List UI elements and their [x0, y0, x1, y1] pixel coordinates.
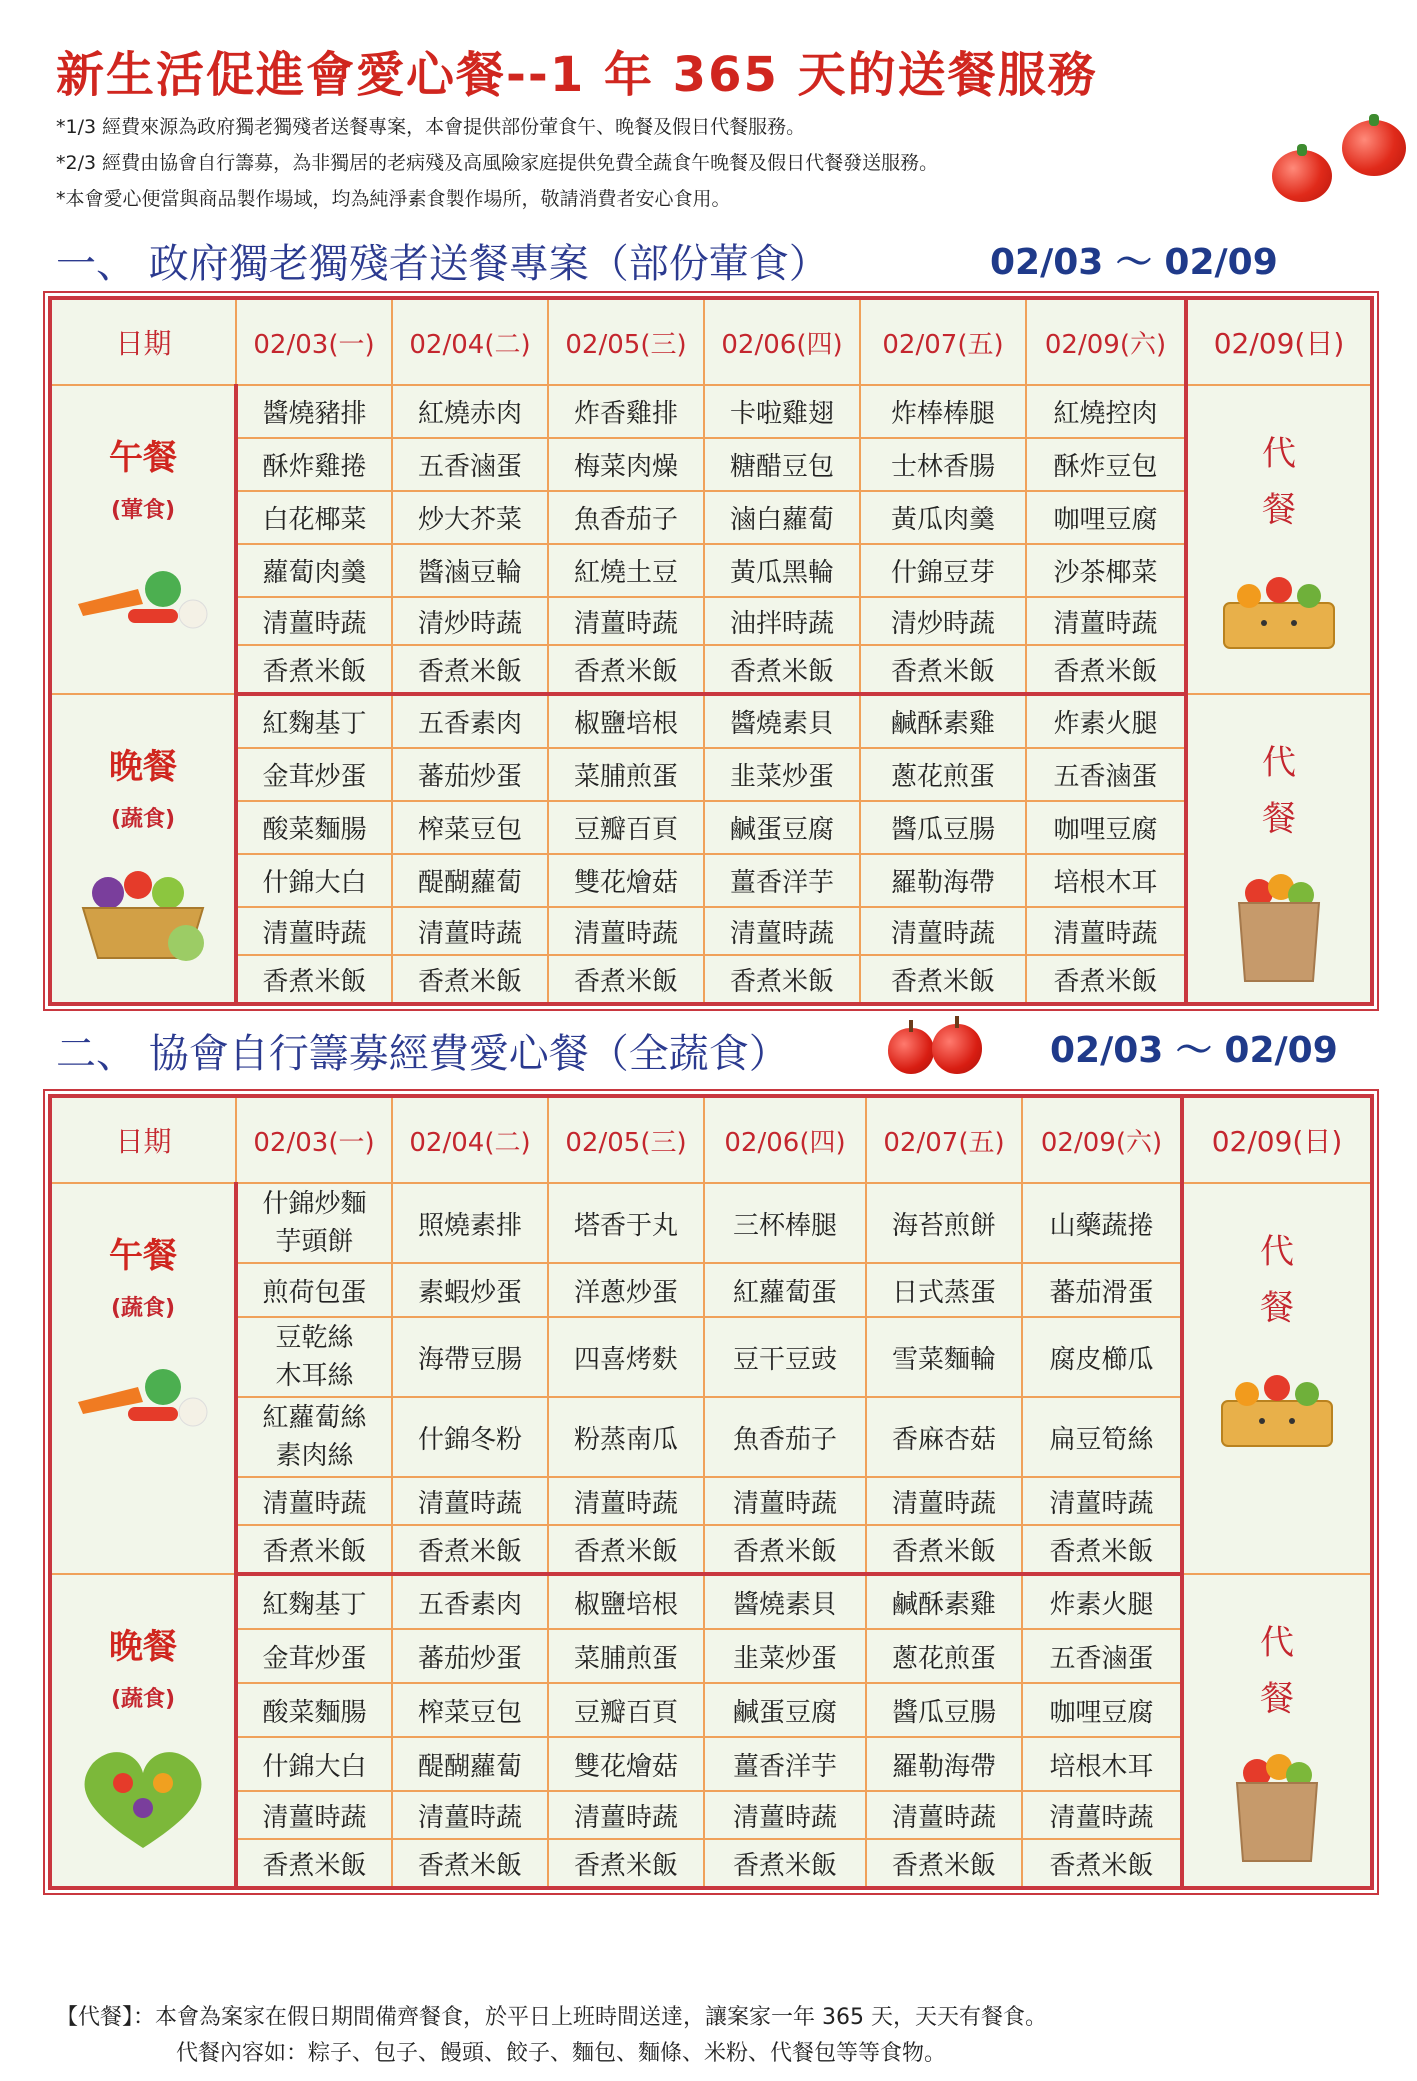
menu-item: 清薑時蔬	[236, 907, 392, 955]
header-day: 02/09(六)	[1026, 298, 1186, 385]
menu-item: 黃瓜肉羹	[860, 491, 1026, 544]
section1-date-range: 02/03 ～ 02/09	[990, 242, 1278, 283]
header-day: 02/03(一)	[236, 1096, 392, 1183]
menu-item: 香煮米飯	[860, 645, 1026, 694]
header-date-label: 日期	[50, 1096, 236, 1183]
grocery-bag-icon	[1219, 863, 1339, 983]
menu-item: 蕃茄炒蛋	[392, 748, 548, 801]
menu-item: 沙茶椰菜	[1026, 544, 1186, 597]
menu-item: 醬瓜豆腸	[866, 1683, 1022, 1737]
menu-item: 五香素肉	[392, 694, 548, 748]
menu-item: 香煮米飯	[236, 1839, 392, 1888]
menu-item: 油拌時蔬	[704, 597, 860, 645]
menu-item: 榨菜豆包	[392, 801, 548, 854]
substitute-meal-label: 代	[1260, 1232, 1294, 1272]
header-day: 02/06(四)	[704, 1096, 866, 1183]
header-day: 02/07(五)	[860, 298, 1026, 385]
substitute-meal-label: 餐	[1262, 490, 1296, 530]
menu-item: 清薑時蔬	[704, 1477, 866, 1525]
menu-item: 炸棒棒腿	[860, 385, 1026, 438]
menu-item: 香煮米飯	[866, 1839, 1022, 1888]
menu-item: 菜脯煎蛋	[548, 1629, 704, 1683]
footer-line-2: 代餐內容如：粽子、包子、饅頭、餃子、麵包、麵條、米粉、代餐包等等食物。	[176, 2041, 947, 2066]
menu-item: 清薑時蔬	[860, 907, 1026, 955]
menu-item: 三杯棒腿	[704, 1183, 866, 1263]
menu-item: 香煮米飯	[548, 645, 704, 694]
lunch-rows	[50, 385, 1372, 694]
menu-item: 紅燒控肉	[1026, 385, 1186, 438]
header-day: 02/04(二)	[392, 1096, 548, 1183]
menu-item: 香煮米飯	[704, 1839, 866, 1888]
menu-item: 酥炸雞捲	[236, 438, 392, 491]
menu-item: 黃瓜黑輪	[704, 544, 860, 597]
header-day: 02/05(三)	[548, 298, 704, 385]
menu-item: 清薑時蔬	[548, 907, 704, 955]
menu-item: 紅燒土豆	[548, 544, 704, 597]
tomato-icon	[1272, 150, 1332, 202]
lunch-title: 午餐	[109, 1236, 177, 1276]
header-day: 02/04(二)	[392, 298, 548, 385]
menu-item: 清薑時蔬	[866, 1791, 1022, 1839]
menu-item: 香煮米飯	[704, 955, 860, 1004]
menu-item: 醬滷豆輪	[392, 544, 548, 597]
menu-item: 香煮米飯	[1026, 955, 1186, 1004]
menu-item: 香麻杏菇	[866, 1397, 1022, 1477]
menu-item: 清薑時蔬	[1026, 907, 1186, 955]
menu-item: 紅蘿蔔蛋	[704, 1263, 866, 1317]
vegetables-icon	[68, 1352, 218, 1442]
menu-item: 清薑時蔬	[548, 1791, 704, 1839]
menu-item: 醍醐蘿蔔	[392, 854, 548, 907]
menu-item: 香煮米飯	[548, 1525, 704, 1574]
grocery-bag-icon	[1217, 1743, 1337, 1863]
menu-item: 香煮米飯	[392, 955, 548, 1004]
menu-item: 鹹酥素雞	[866, 1574, 1022, 1629]
lunch-title: 午餐	[109, 438, 177, 478]
dinner-substitute-meal-cell	[1186, 694, 1372, 1004]
dinner-substitute-meal-cell	[1182, 1574, 1372, 1888]
menu-item: 素蝦炒蛋	[392, 1263, 548, 1317]
menu-item: 香煮米飯	[1026, 645, 1186, 694]
vegetables-icon	[1202, 1366, 1352, 1456]
menu-item: 豆瓣百頁	[548, 801, 704, 854]
menu-item: 酸菜麵腸	[236, 1683, 392, 1737]
menu-item: 醬燒素貝	[704, 1574, 866, 1629]
menu-item: 香煮米飯	[860, 955, 1026, 1004]
menu-item: 什錦大白	[236, 1737, 392, 1791]
menu-item: 椒鹽培根	[548, 694, 704, 748]
section2-heading: 二、 協會自行籌募經費愛心餐（全蔬食）	[56, 1031, 789, 1077]
menu-item: 蔥花煎蛋	[866, 1629, 1022, 1683]
substitute-meal-label: 代	[1262, 743, 1296, 783]
menu-item: 醬燒豬排	[236, 385, 392, 438]
lunch-label-cell	[50, 1183, 236, 1574]
header-day: 02/05(三)	[548, 1096, 704, 1183]
menu-item: 香煮米飯	[548, 1839, 704, 1888]
section1-heading: 一、 政府獨老獨殘者送餐專案（部份葷食）	[56, 241, 829, 287]
veggie-basket-icon	[68, 863, 218, 953]
dinner-label-cell	[50, 694, 236, 1004]
menu-item: 咖哩豆腐	[1022, 1683, 1182, 1737]
menu-item: 醬瓜豆腸	[860, 801, 1026, 854]
menu-item: 咖哩豆腐	[1026, 801, 1186, 854]
menu-item: 酥炸豆包	[1026, 438, 1186, 491]
dinner-rows	[50, 694, 1372, 1004]
menu-item: 五香滷蛋	[1022, 1629, 1182, 1683]
menu-item: 什錦炒麵 芋頭餅	[236, 1183, 392, 1263]
menu-item: 炒大芥菜	[392, 491, 548, 544]
menu-table-section2	[48, 1094, 1374, 1890]
menu-item: 香煮米飯	[704, 645, 860, 694]
menu-item: 菜脯煎蛋	[548, 748, 704, 801]
menu-item: 海帶豆腸	[392, 1317, 548, 1397]
substitute-meal-label: 餐	[1260, 1679, 1294, 1719]
header-day: 02/09(六)	[1022, 1096, 1182, 1183]
footer-line-1: 【代餐】：本會為案家在假日期間備齊餐食，於平日上班時間送達，讓案家一年 365 天，天天有餐食。	[56, 2005, 1047, 2030]
page-title: 新生活促進會愛心餐--1 年 365 天的送餐服務	[56, 47, 1098, 103]
menu-item: 羅勒海帶	[860, 854, 1026, 907]
dinner-rows	[50, 1574, 1372, 1888]
header-date-label: 日期	[50, 298, 236, 385]
lunch-label-cell	[50, 385, 236, 694]
menu-item: 香煮米飯	[236, 955, 392, 1004]
menu-item: 煎荷包蛋	[236, 1263, 392, 1317]
dinner-title: 晚餐	[109, 747, 177, 787]
menu-item: 清薑時蔬	[236, 597, 392, 645]
menu-item: 香煮米飯	[236, 1525, 392, 1574]
menu-item: 清薑時蔬	[704, 1791, 866, 1839]
menu-item: 紅麴基丁	[236, 694, 392, 748]
vegetables-icon	[68, 554, 218, 644]
menu-item: 醍醐蘿蔔	[392, 1737, 548, 1791]
lunch-subtitle: (蔬食)	[110, 1296, 176, 1321]
note-line-3: *本會愛心便當與商品製作場域，均為純淨素食製作場所，敬請消費者安心食用。	[56, 188, 731, 210]
apple-icon	[888, 1028, 934, 1074]
header-holiday: 02/09(日)	[1182, 1096, 1372, 1183]
menu-item: 什錦豆芽	[860, 544, 1026, 597]
menu-item: 薑香洋芋	[704, 854, 860, 907]
lunch-substitute-meal-cell	[1182, 1183, 1372, 1574]
header-day: 02/07(五)	[866, 1096, 1022, 1183]
menu-item: 酸菜麵腸	[236, 801, 392, 854]
menu-item: 韭菜炒蛋	[704, 748, 860, 801]
tomato-icon	[1342, 120, 1406, 176]
menu-item: 清薑時蔬	[548, 1477, 704, 1525]
menu-item: 清薑時蔬	[548, 597, 704, 645]
menu-item: 紅燒赤肉	[392, 385, 548, 438]
menu-item: 紅麴基丁	[236, 1574, 392, 1629]
menu-item: 金茸炒蛋	[236, 1629, 392, 1683]
menu-item: 香煮米飯	[1022, 1839, 1182, 1888]
menu-item: 塔香于丸	[548, 1183, 704, 1263]
menu-item: 炸素火腿	[1026, 694, 1186, 748]
menu-item: 清炒時蔬	[392, 597, 548, 645]
menu-item: 五香滷蛋	[1026, 748, 1186, 801]
menu-item: 日式蒸蛋	[866, 1263, 1022, 1317]
menu-item: 滷白蘿蔔	[704, 491, 860, 544]
menu-item: 照燒素排	[392, 1183, 548, 1263]
menu-item: 清薑時蔬	[392, 907, 548, 955]
menu-item: 洋蔥炒蛋	[548, 1263, 704, 1317]
header-day: 02/06(四)	[704, 298, 860, 385]
menu-item: 培根木耳	[1022, 1737, 1182, 1791]
menu-item: 卡啦雞翅	[704, 385, 860, 438]
menu-item: 清薑時蔬	[236, 1791, 392, 1839]
menu-item: 薑香洋芋	[704, 1737, 866, 1791]
header-day: 02/03(一)	[236, 298, 392, 385]
menu-item: 五香滷蛋	[392, 438, 548, 491]
menu-item: 香煮米飯	[866, 1525, 1022, 1574]
menu-item: 四喜烤麩	[548, 1317, 704, 1397]
menu-item: 香煮米飯	[392, 1839, 548, 1888]
menu-item: 山藥蔬捲	[1022, 1183, 1182, 1263]
menu-item: 炸香雞排	[548, 385, 704, 438]
menu-item: 五香素肉	[392, 1574, 548, 1629]
menu-item: 韭菜炒蛋	[704, 1629, 866, 1683]
menu-item: 豆瓣百頁	[548, 1683, 704, 1737]
menu-item: 清炒時蔬	[860, 597, 1026, 645]
menu-item: 清薑時蔬	[1022, 1477, 1182, 1525]
menu-item: 清薑時蔬	[866, 1477, 1022, 1525]
menu-item: 白花椰菜	[236, 491, 392, 544]
menu-item: 什錦大白	[236, 854, 392, 907]
menu-item: 雪菜麵輪	[866, 1317, 1022, 1397]
menu-item: 醬燒素貝	[704, 694, 860, 748]
menu-item: 豆乾絲 木耳絲	[236, 1317, 392, 1397]
menu-item: 蕃茄滑蛋	[1022, 1263, 1182, 1317]
menu-item: 清薑時蔬	[1026, 597, 1186, 645]
menu-item: 扁豆筍絲	[1022, 1397, 1182, 1477]
menu-item: 培根木耳	[1026, 854, 1186, 907]
menu-item: 蕃茄炒蛋	[392, 1629, 548, 1683]
dinner-label-cell	[50, 1574, 236, 1888]
menu-item: 糖醋豆包	[704, 438, 860, 491]
menu-item: 腐皮櫛瓜	[1022, 1317, 1182, 1397]
menu-item: 清薑時蔬	[392, 1791, 548, 1839]
substitute-meal-label: 餐	[1260, 1288, 1294, 1328]
dinner-subtitle: (蔬食)	[110, 1687, 176, 1712]
menu-item: 雙花燴菇	[548, 1737, 704, 1791]
menu-item: 羅勒海帶	[866, 1737, 1022, 1791]
menu-item: 士林香腸	[860, 438, 1026, 491]
menu-item: 香煮米飯	[392, 1525, 548, 1574]
menu-item: 鹹蛋豆腐	[704, 1683, 866, 1737]
menu-table-section1	[48, 296, 1374, 1006]
menu-item: 粉蒸南瓜	[548, 1397, 704, 1477]
menu-item: 炸素火腿	[1022, 1574, 1182, 1629]
menu-item: 香煮米飯	[548, 955, 704, 1004]
menu-item: 魚香茄子	[548, 491, 704, 544]
menu-item: 香煮米飯	[392, 645, 548, 694]
menu-item: 鹹酥素雞	[860, 694, 1026, 748]
substitute-meal-label: 代	[1260, 1623, 1294, 1663]
menu-item: 香煮米飯	[236, 645, 392, 694]
dinner-subtitle: (蔬食)	[110, 807, 176, 832]
menu-item: 紅蘿蔔絲 素肉絲	[236, 1397, 392, 1477]
menu-item: 魚香茄子	[704, 1397, 866, 1477]
menu-item: 梅菜肉燥	[548, 438, 704, 491]
lunch-substitute-meal-cell	[1186, 385, 1372, 694]
note-line-1: *1/3 經費來源為政府獨老獨殘者送餐專案，本會提供部份葷食午、晚餐及假日代餐服務。	[56, 116, 806, 138]
menu-item: 蘿蔔肉羹	[236, 544, 392, 597]
note-line-2: *2/3 經費由協會自行籌募，為非獨居的老病殘及高風險家庭提供免費全蔬食午晚餐及假日代餐發送服務。	[56, 152, 939, 174]
lunch-rows	[50, 1183, 1372, 1574]
apple-icon	[932, 1024, 982, 1074]
menu-item: 鹹蛋豆腐	[704, 801, 860, 854]
veggie-heart-icon	[68, 1743, 218, 1833]
menu-item: 金茸炒蛋	[236, 748, 392, 801]
menu-item: 海苔煎餅	[866, 1183, 1022, 1263]
menu-item: 雙花燴菇	[548, 854, 704, 907]
menu-item: 豆干豆豉	[704, 1317, 866, 1397]
menu-item: 清薑時蔬	[236, 1477, 392, 1525]
lunch-subtitle: (葷食)	[110, 498, 176, 523]
menu-item: 清薑時蔬	[392, 1477, 548, 1525]
menu-item: 咖哩豆腐	[1026, 491, 1186, 544]
menu-item: 什錦冬粉	[392, 1397, 548, 1477]
header-holiday: 02/09(日)	[1186, 298, 1372, 385]
dinner-title: 晚餐	[109, 1627, 177, 1667]
section2-date-range: 02/03 ～ 02/09	[1050, 1030, 1338, 1071]
menu-item: 蔥花煎蛋	[860, 748, 1026, 801]
menu-item: 香煮米飯	[1022, 1525, 1182, 1574]
menu-item: 椒鹽培根	[548, 1574, 704, 1629]
menu-item: 清薑時蔬	[1022, 1791, 1182, 1839]
vegetables-icon	[1204, 568, 1354, 658]
substitute-meal-label: 餐	[1262, 799, 1296, 839]
menu-item: 清薑時蔬	[704, 907, 860, 955]
menu-item: 榨菜豆包	[392, 1683, 548, 1737]
menu-item: 香煮米飯	[704, 1525, 866, 1574]
substitute-meal-label: 代	[1262, 434, 1296, 474]
